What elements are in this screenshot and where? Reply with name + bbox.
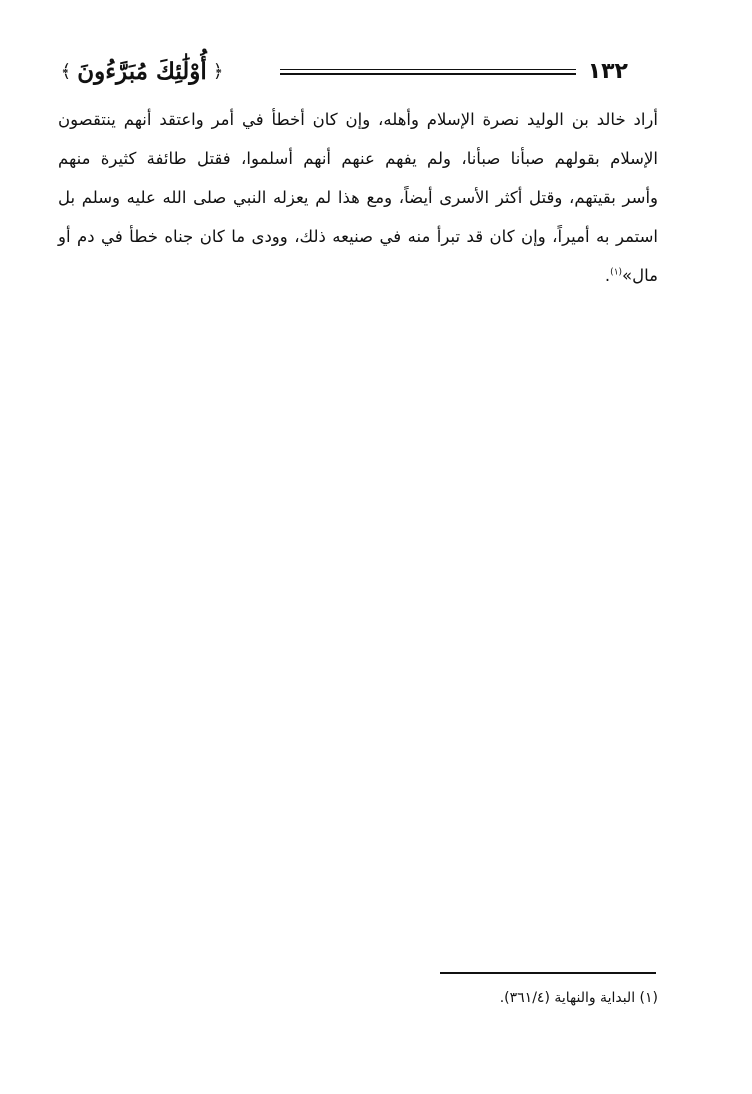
header-rule-thick — [280, 73, 576, 75]
footnote-reference: (١) — [610, 267, 623, 278]
text-line-1: أراد خالد بن الوليد نصرة الإسلام وأهله، وإن كان أخطأ في أمر واعتقد أنهم ينتقصون — [58, 110, 658, 129]
book-title: أُوْلَٰئِكَ مُبَرَّءُونَ — [77, 58, 207, 85]
text-line-5 — [58, 256, 658, 295]
ornamental-bracket-open: ﴿ — [212, 61, 224, 82]
last-line-end: . — [604, 266, 611, 285]
text-line-4: استمر به أميراً، وإن كان قد تبرأ منه في صنيعه ذلك، وودى ما كان جناه خطأ في دم أو — [58, 227, 658, 246]
footnote-1: (١) البداية والنهاية (٣٦١/٤). — [499, 990, 658, 1006]
header-rule-thin — [280, 69, 576, 70]
main-text — [58, 100, 658, 295]
page-header — [54, 52, 654, 92]
page-number: ١٣٢ — [587, 59, 628, 84]
last-line-text: مال» — [622, 266, 658, 285]
running-title — [54, 52, 230, 92]
footnote-separator — [440, 972, 656, 974]
ornamental-bracket-close: ﴾ — [60, 61, 72, 82]
text-line-2: الإسلام بقولهم صبأنا صبأنا، ولم يفهم عنهم أنهم أسلموا، فقتل طائفة كثيرة منهم — [58, 149, 658, 168]
text-line-3: وأسر بقيتهم، وقتل أكثر الأسرى أيضاً، ومع هذا لم يعزله النبي صلى الله عليه وسلم بل — [58, 188, 658, 207]
